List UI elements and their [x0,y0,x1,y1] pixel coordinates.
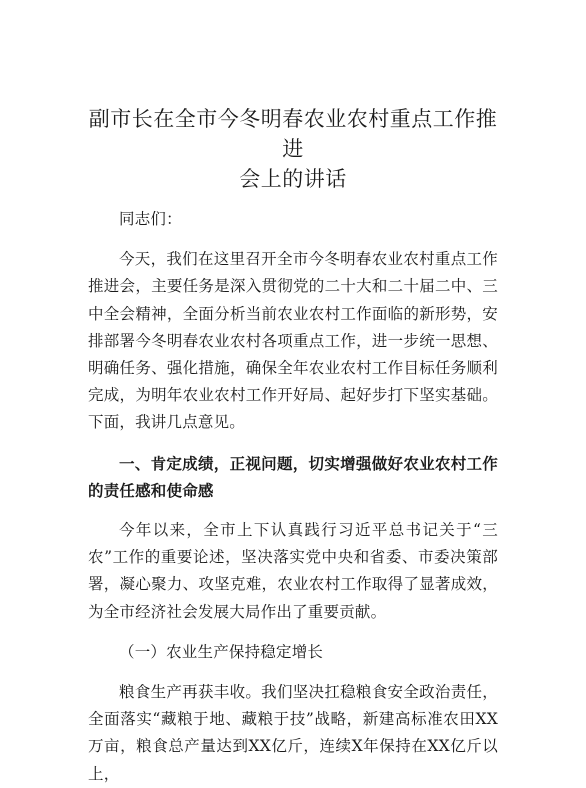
subsection-heading-1: （一）农业生产保持稳定增长 [119,642,324,661]
section-heading-1: 一、肯定成绩，正视问题，切实增强做好农业农村工作的责任感和使命感 [88,453,498,500]
paragraph-grain-production: 粮食生产再获丰收。我们坚决扛稳粮食安全政治责任，全面落实“藏粮于地、藏粮于技”战略，新建高标准农田XX万亩，粮食总产量达到XX亿斤，连续X年保持在XX亿斤以上， [88,683,498,783]
paragraph-achievements: 今年以来，全市上下认真践行习近平总书记关于“三农”工作的重要论述，坚决落实党中央和省委、市委决策部署，凝心聚力、攻坚克难，农业农村工作取得了显著成效，为全市经济社会发展大局作出了重要贡献。 [88,521,498,621]
title-line-1: 副市长在全市今冬明春农业农村重点工作推进 [88,107,498,161]
document-title [88,104,498,194]
title-line-2: 会上的讲话 [239,167,347,191]
paragraph-intro: 今天，我们在这里召开全市今冬明春农业农村重点工作推进会，主要任务是深入贯彻党的二十大和二十届二中、三中全会精神，全面分析当前农业农村工作面临的新形势，安排部署今冬明春农业农村各项重点工作，进一步统一思想、明确任务、强化措施，确保全年农业农村工作目标任务顺利完成，为明年农业农村工作开好局、起好步打下坚实基础。下面，我讲几点意见。 [88,250,498,432]
salutation: 同志们： [119,210,182,228]
